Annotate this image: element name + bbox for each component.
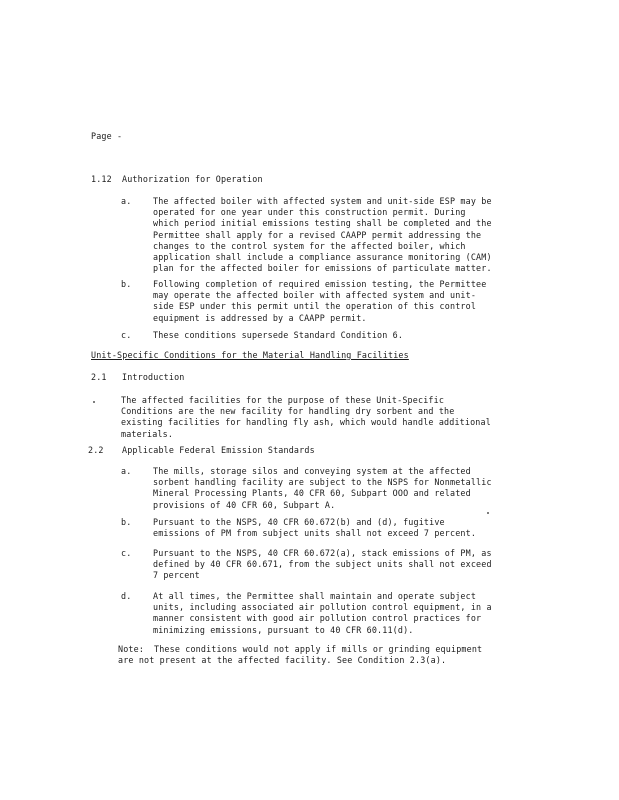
item-letter: b. bbox=[121, 517, 132, 527]
unit-conditions-heading: Unit-Specific Conditions for the Material Handling Facilities bbox=[91, 350, 409, 360]
section-title: Introduction bbox=[122, 372, 185, 382]
item-letter: c. bbox=[121, 548, 132, 558]
section-paragraph: The affected facilities for the purpose of these Unit-Specific Conditions are the new facility for handling dry sorbent and the existing facilities for handling fly ash, which would handle additional materials. bbox=[121, 395, 491, 439]
item-letter: a. bbox=[121, 466, 132, 476]
section-number: 2.1 bbox=[91, 372, 107, 382]
item-paragraph: These conditions supersede Standard Condition 6. bbox=[153, 330, 404, 340]
section-number: 1.12 bbox=[91, 174, 112, 184]
item-paragraph: The mills, storage silos and conveying system at the affected sorbent handling facility are subject to the NSPS for Nonmetallic Mineral Processing Plants, 40 CFR 60, Subpart OOO and related provisions of 40 CFR 60, Subpart A. bbox=[153, 466, 492, 510]
section-title: Applicable Federal Emission Standards bbox=[122, 445, 315, 455]
item-letter: d. bbox=[121, 591, 132, 601]
page-label: Page - bbox=[91, 131, 123, 141]
note-label: Note: bbox=[118, 644, 145, 654]
note-paragraph bbox=[118, 644, 482, 666]
margin-mark bbox=[93, 401, 95, 403]
section-number: 2.2 bbox=[88, 445, 104, 455]
item-paragraph: The affected boiler with affected system and unit-side ESP may be operated for one year under this construction permit. During which period initial emissions testing shall be completed and the Permittee shall apply for a revised CAAPP permit addressing the changes to the control system for the affected boiler, which application shall include a compliance assurance monitoring (CAM) plan for the affected boiler for emissions of particulate matter. bbox=[153, 196, 492, 274]
item-letter: b. bbox=[121, 279, 132, 289]
item-letter: a. bbox=[121, 196, 132, 206]
item-paragraph: Following completion of required emission testing, the Permittee may operate the affected boiler with affected system and unit- side ESP under this permit until the operation of this control equipment is addressed by a CAAPP permit. bbox=[153, 279, 487, 323]
margin-mark bbox=[487, 512, 489, 514]
note-text: These conditions would not apply if mills or grinding equipment are not present at the affected facility. See Condition 2.3(a). bbox=[118, 644, 483, 666]
section-title: Authorization for Operation bbox=[122, 174, 263, 184]
item-letter: c. bbox=[121, 330, 132, 340]
item-paragraph: Pursuant to the NSPS, 40 CFR 60.672(a), stack emissions of PM, as defined by 40 CFR 60.671, from the subject units shall not exceed 7 percent bbox=[153, 548, 492, 581]
item-paragraph: At all times, the Permittee shall maintain and operate subject units, including associated air pollution control equipment, in a manner consistent with good air pollution control practices for minimizing emissions, pursuant to 40 CFR 60.11(d). bbox=[153, 591, 492, 635]
item-paragraph: Pursuant to the NSPS, 40 CFR 60.672(b) and (d), fugitive emissions of PM from subject units shall not exceed 7 percent. bbox=[153, 517, 477, 539]
